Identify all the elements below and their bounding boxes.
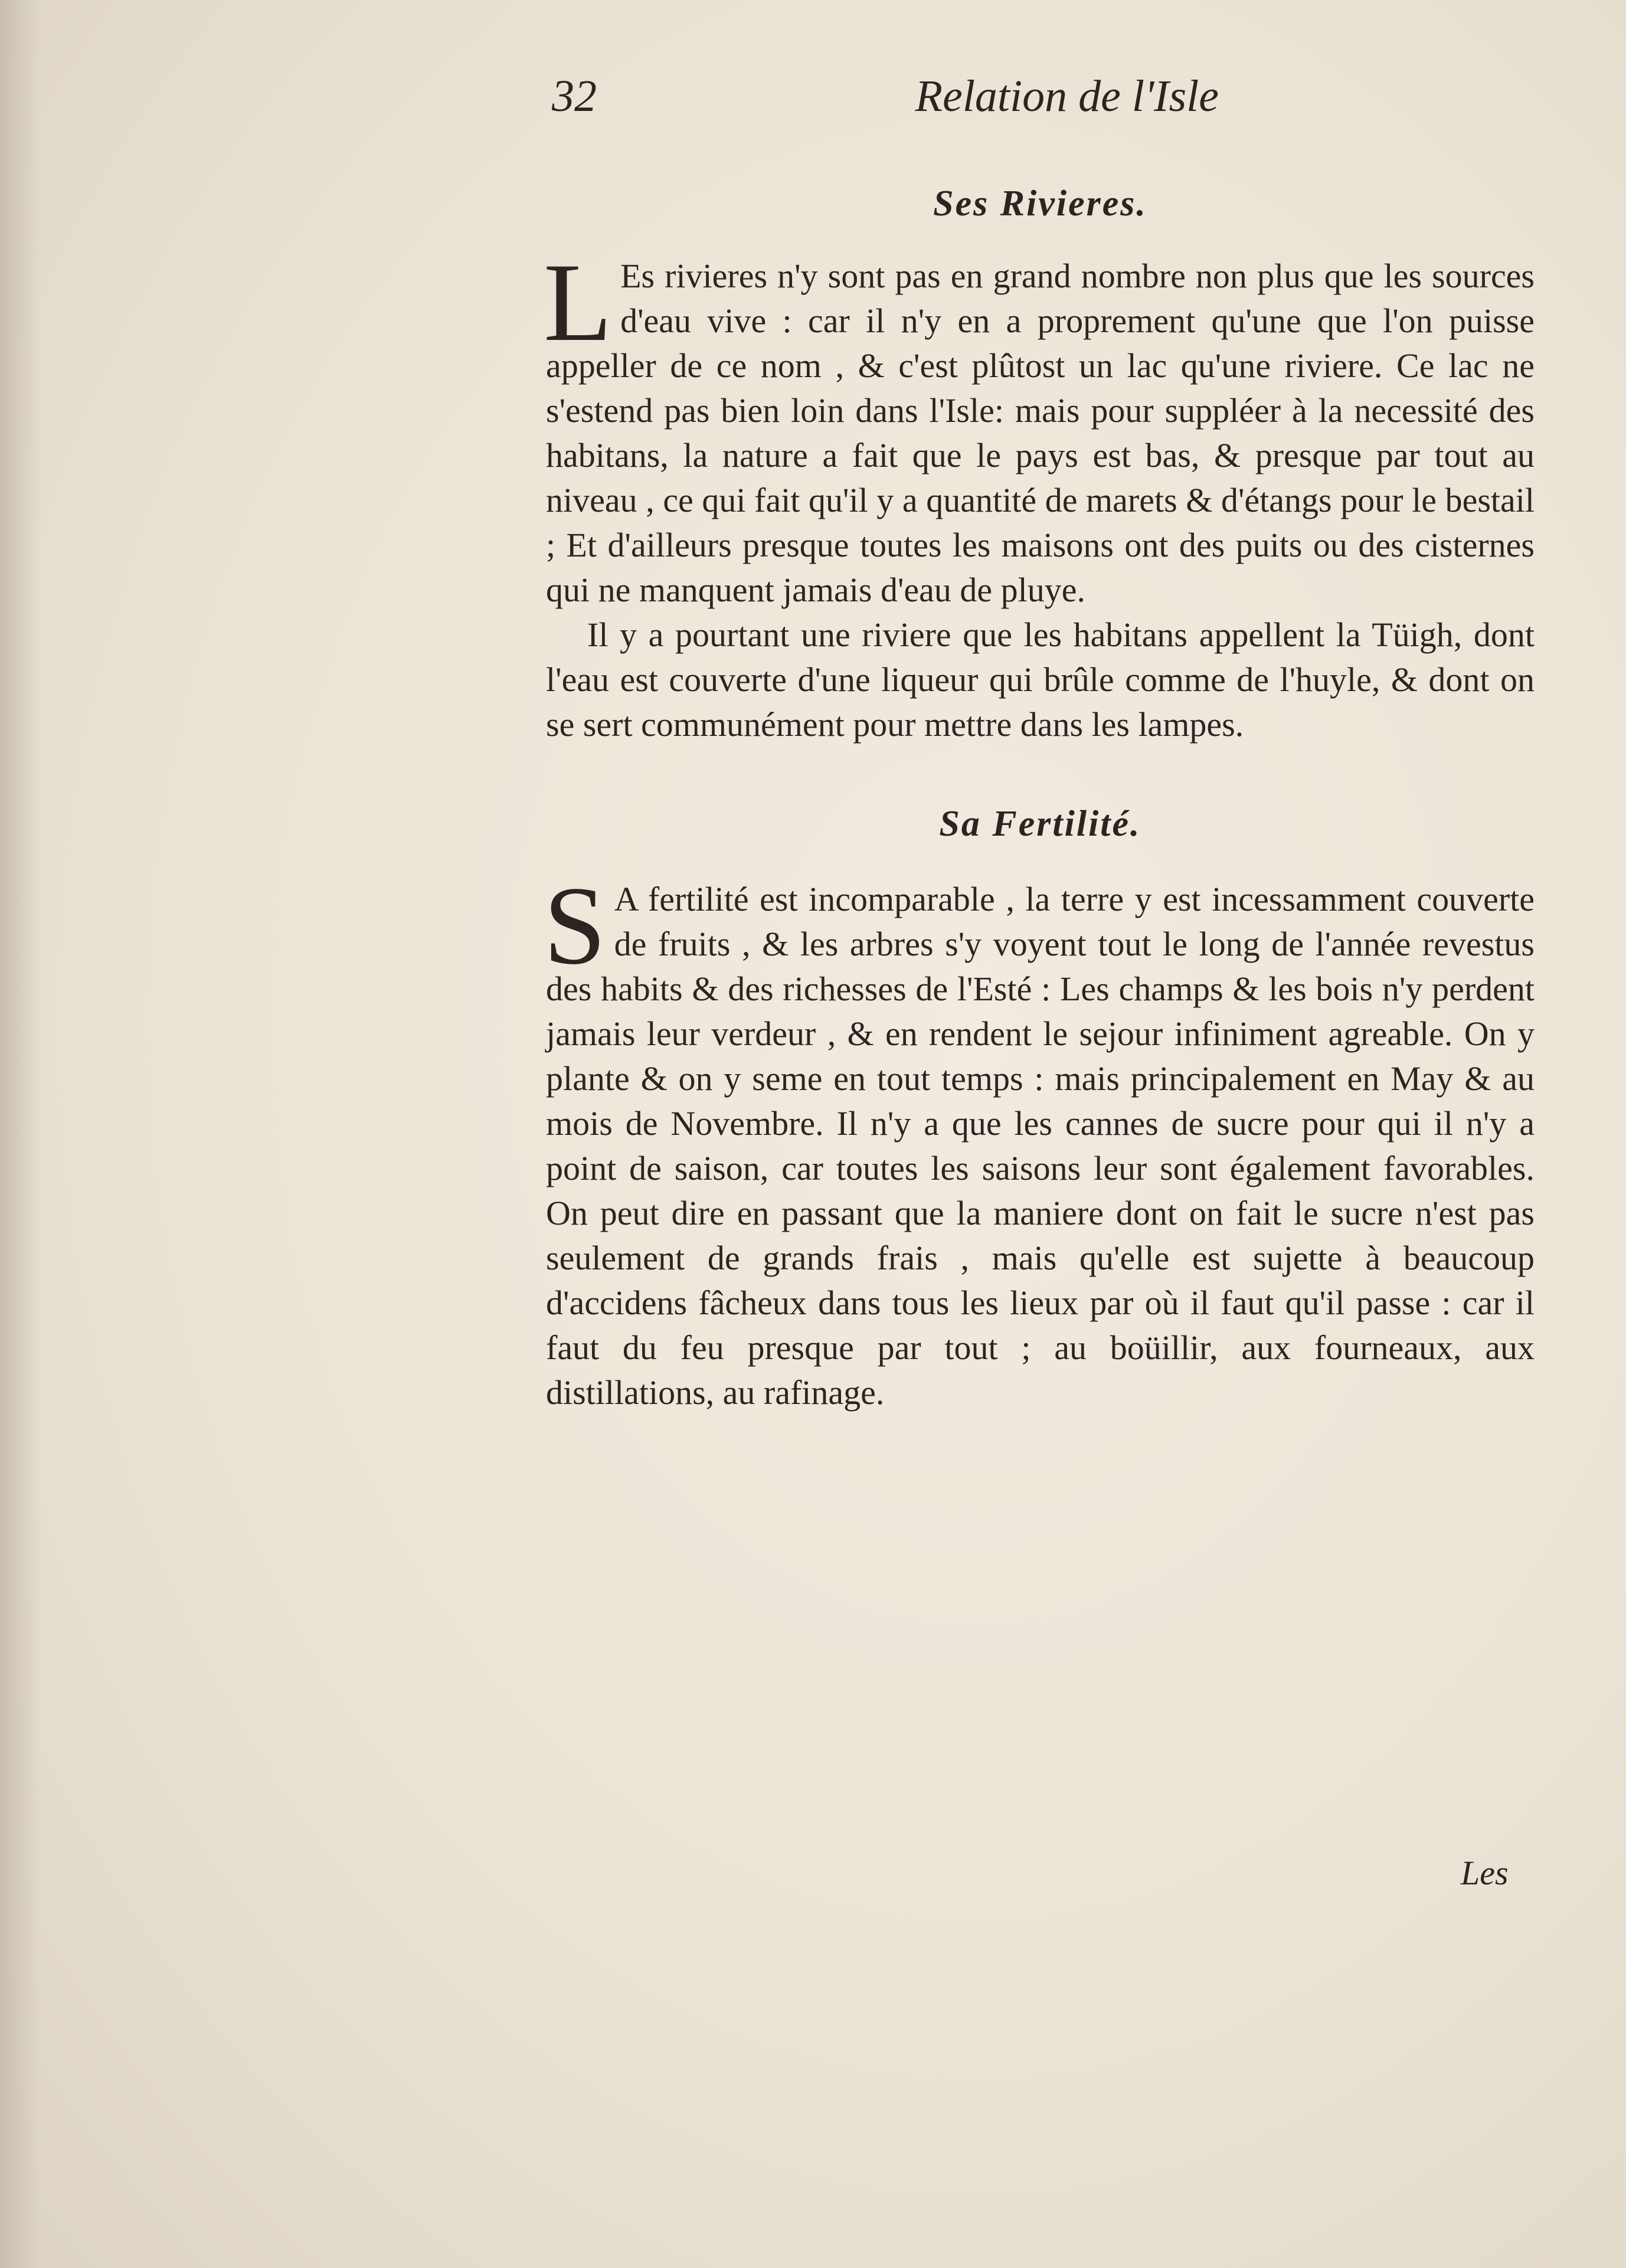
section-heading-fertilite: Sa Fertilité. [939, 804, 1141, 844]
paragraph-text: A fertilité est incomparable , la terre y est incessamment couverte de fruits , & les arbres s'y voyent tout le long de l'année revestus des habits & des richesses de l'Esté : Les champs & les bois n'y perdent jamais leur verdeur , & en rendent le sejour infiniment agreable. On y plante & on y seme en tout temps : mais principalement en May & au mois de Novembre. Il n'y a que les cannes de sucre pour qui il n'y a point de saison, car toutes les saisons leur sont également favorables. On peut dire en passant que la maniere dont on fait le sucre n'est pas seulement de grands frais , mais qu'elle est sujette à beaucoup d'accidens fâcheux dans tous les lieux par où il faut qu'il passe : car il faut du feu presque par tout ; au boüillir, aux fourneaux, aux distillations, au rafinage. [546, 880, 1535, 1412]
drop-cap: S [544, 864, 606, 988]
drop-cap: L [544, 241, 613, 365]
page-header [552, 71, 1219, 136]
paragraph-text: Es rivieres n'y sont pas en grand nombre non plus que les sources d'eau vive : car il n'y en a proprement qu'une que l'on puisse appeller de ce nom , & c'est plûtost un lac qu'une riviere. Ce lac ne s'estend pas bien loin dans l'Isle: mais pour suppléer à la necessité des habitans, la nature a fait que le pays est bas, & presque par tout au niveau , ce qui fait qu'il y a quantité de marets & d'étangs pour le bestail ; Et d'ailleurs presque toutes les maisons ont des puits ou des cisternes qui ne manquent jamais d'eau de pluye. [546, 257, 1535, 609]
gutter-shadow [0, 0, 41, 2268]
paragraph-rivieres-2: Il y a pourtant une riviere que les habitans appellent la Tüigh, dont l'eau est couverte d'une liqueur qui brûle comme de l'huyle, & dont on se sert communément pour mettre dans les lampes. [546, 616, 1535, 744]
paragraph-fertilite-1 [544, 864, 1535, 1415]
running-title: Relation de l'Isle [915, 71, 1219, 121]
text-block [546, 171, 1535, 1415]
page-number: 32 [552, 71, 597, 121]
section-heading-rivieres: Ses Rivieres. [933, 184, 1147, 224]
catchword: Les [1461, 1854, 1509, 1892]
paragraph-rivieres-1 [544, 241, 1535, 613]
